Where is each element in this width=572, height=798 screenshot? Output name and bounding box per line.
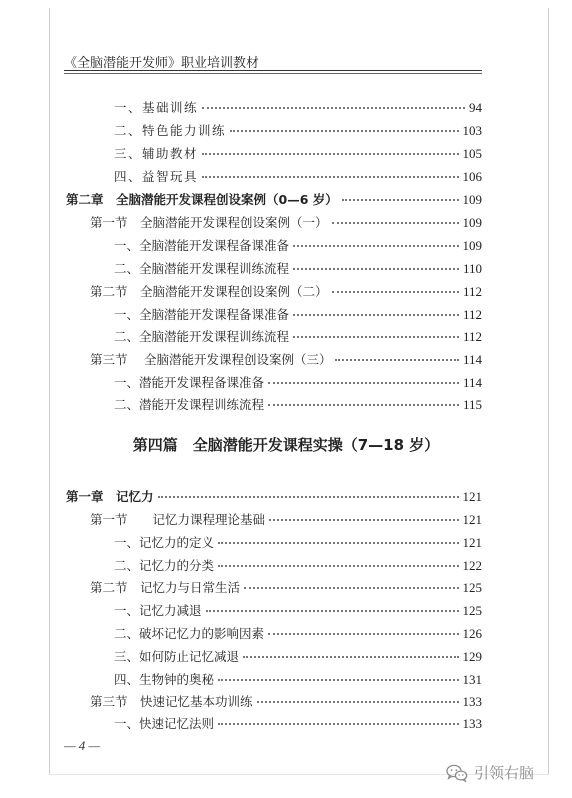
- toc-leader: [293, 314, 459, 316]
- toc-leader: [335, 359, 458, 361]
- toc-chapter[interactable]: [66, 487, 482, 503]
- toc-leader: [332, 291, 459, 293]
- toc-entry[interactable]: [114, 556, 482, 572]
- toc-entry-label: 三、如何防止记忆减退: [114, 649, 240, 664]
- toc-entry-label: 一、记忆力减退: [114, 603, 202, 618]
- toc-entry-page: 103: [462, 123, 482, 138]
- toc-section[interactable]: [90, 510, 482, 526]
- toc-section[interactable]: [90, 692, 482, 708]
- toc-leader: [158, 496, 459, 498]
- toc-leader: [202, 107, 465, 109]
- toc-entry[interactable]: [114, 327, 482, 343]
- part-title: 第四篇 全脑潜能开发课程实操（7—18 岁）: [132, 436, 440, 454]
- toc-leader: [342, 199, 459, 201]
- toc-entry-label: 四、生物钟的奥秘: [114, 672, 215, 687]
- toc-section[interactable]: [90, 578, 482, 594]
- toc-section-label: 第三节 全脑潜能开发课程创设案例（三）: [90, 352, 332, 367]
- toc-entry-page: 109: [462, 215, 482, 230]
- toc-leader: [268, 382, 459, 384]
- toc-entry[interactable]: [114, 144, 482, 160]
- toc-section-label: 第一节 记忆力课程理论基础: [90, 512, 266, 527]
- toc-entry-label: 二、破坏记忆力的影响因素: [114, 626, 265, 641]
- book-header-title: 《全脑潜能开发师》职业培训教材: [64, 56, 260, 71]
- page-number: — 4 —: [64, 738, 101, 753]
- toc-entry-page: 115: [462, 397, 482, 412]
- toc-entry[interactable]: [114, 98, 482, 114]
- toc-entry[interactable]: [114, 533, 482, 549]
- toc-leader: [218, 542, 458, 544]
- toc-entry-page: 110: [462, 261, 482, 276]
- toc-leader: [293, 245, 458, 247]
- toc-entry-label: 一、全脑潜能开发课程备课准备: [114, 238, 290, 253]
- toc-entry-label: 二、全脑潜能开发课程训练流程: [114, 261, 290, 276]
- toc-leader: [244, 587, 458, 589]
- toc-entry-page: 125: [462, 580, 482, 595]
- toc-entry[interactable]: [114, 305, 482, 321]
- toc-leader: [206, 610, 459, 612]
- toc-entry-page: 106: [462, 169, 482, 184]
- toc-entry-page: 133: [462, 694, 482, 709]
- toc-leader: [268, 404, 459, 406]
- toc-leader: [293, 336, 459, 338]
- toc-entry-label: 三、辅助教材: [114, 146, 199, 161]
- toc-entry[interactable]: [114, 121, 482, 137]
- toc-section-label: 第二节 全脑潜能开发课程创设案例（二）: [90, 284, 328, 299]
- toc-entry-label: 一、基础训练: [114, 100, 199, 115]
- toc-leader: [218, 565, 458, 567]
- toc-entry-page: 114: [462, 352, 482, 367]
- toc-entry-page: 114: [462, 375, 482, 390]
- toc-entry-page: 105: [462, 146, 482, 161]
- toc-section-label: 第三节 快速记忆基本功训练: [90, 694, 253, 709]
- toc-entry-page: 131: [462, 672, 482, 687]
- toc-entry-page: 129: [462, 649, 482, 664]
- toc-entry-page: 121: [462, 535, 482, 550]
- toc-entry-page: 122: [462, 558, 482, 573]
- toc-entry-page: 109: [462, 238, 482, 253]
- toc-entry-page: 121: [462, 489, 482, 504]
- toc-entry-page: 126: [462, 626, 482, 641]
- toc-leader: [269, 519, 458, 521]
- toc-leader: [230, 130, 458, 132]
- toc-entry-label: 二、潜能开发课程训练流程: [114, 397, 265, 412]
- toc-entry-label: 一、全脑潜能开发课程备课准备: [114, 307, 290, 322]
- toc-leader: [202, 176, 458, 178]
- toc-entry[interactable]: [114, 259, 482, 275]
- toc-entry[interactable]: [114, 670, 482, 686]
- toc-section-label: 第二节 记忆力与日常生活: [90, 580, 241, 595]
- header-rule: [64, 70, 482, 71]
- toc-entry-page: 109: [462, 192, 482, 207]
- toc-entry-page: 125: [462, 603, 482, 618]
- toc-entry[interactable]: [114, 395, 482, 411]
- toc-entry[interactable]: [114, 373, 482, 389]
- toc-entry[interactable]: [114, 714, 482, 730]
- wechat-icon: [446, 764, 468, 782]
- toc-chapter[interactable]: [66, 190, 482, 206]
- watermark-text: 引领右脑: [474, 764, 535, 782]
- toc-leader: [332, 222, 459, 224]
- toc-entry-page: 94: [469, 100, 482, 115]
- toc-leader: [243, 656, 458, 658]
- toc-entry-label: 四、益智玩具: [114, 169, 199, 184]
- toc-leader: [268, 633, 458, 635]
- toc-leader: [257, 701, 459, 703]
- watermark: [446, 762, 534, 783]
- toc-entry-label: 一、快速记忆法则: [114, 716, 215, 731]
- toc-entry-page: 112: [462, 284, 482, 299]
- toc-entry[interactable]: [114, 167, 482, 183]
- toc-entry-label: 一、潜能开发课程备课准备: [114, 375, 265, 390]
- toc-leader: [218, 723, 458, 725]
- toc-section[interactable]: [90, 213, 482, 229]
- toc-entry-label: 二、全脑潜能开发课程训练流程: [114, 329, 290, 344]
- toc-entry-page: 133: [462, 716, 482, 731]
- toc-section[interactable]: [90, 282, 482, 298]
- toc-leader: [218, 679, 458, 681]
- toc-entry-label: 一、记忆力的定义: [114, 535, 215, 550]
- header-rule-thin: [64, 73, 482, 74]
- toc-section[interactable]: [90, 350, 482, 366]
- toc-entry[interactable]: [114, 624, 482, 640]
- toc-entry[interactable]: [114, 647, 482, 663]
- toc-entry[interactable]: [114, 236, 482, 252]
- toc-entry[interactable]: [114, 601, 482, 617]
- toc-entry-page: 112: [462, 307, 482, 322]
- toc-section-label: 第一节 全脑潜能开发课程创设案例（一）: [90, 215, 328, 230]
- toc-leader: [202, 153, 458, 155]
- toc-entry-page: 121: [462, 512, 482, 527]
- toc-entry-label: 二、记忆力的分类: [114, 558, 215, 573]
- toc-chapter-label: 第一章 记忆力: [66, 489, 154, 504]
- toc-entry-page: 112: [462, 329, 482, 344]
- toc-entry-label: 二、特色能力训练: [114, 123, 227, 138]
- toc-chapter-label: 第二章 全脑潜能开发课程创设案例（0—6 岁）: [66, 192, 338, 207]
- toc-leader: [293, 268, 459, 270]
